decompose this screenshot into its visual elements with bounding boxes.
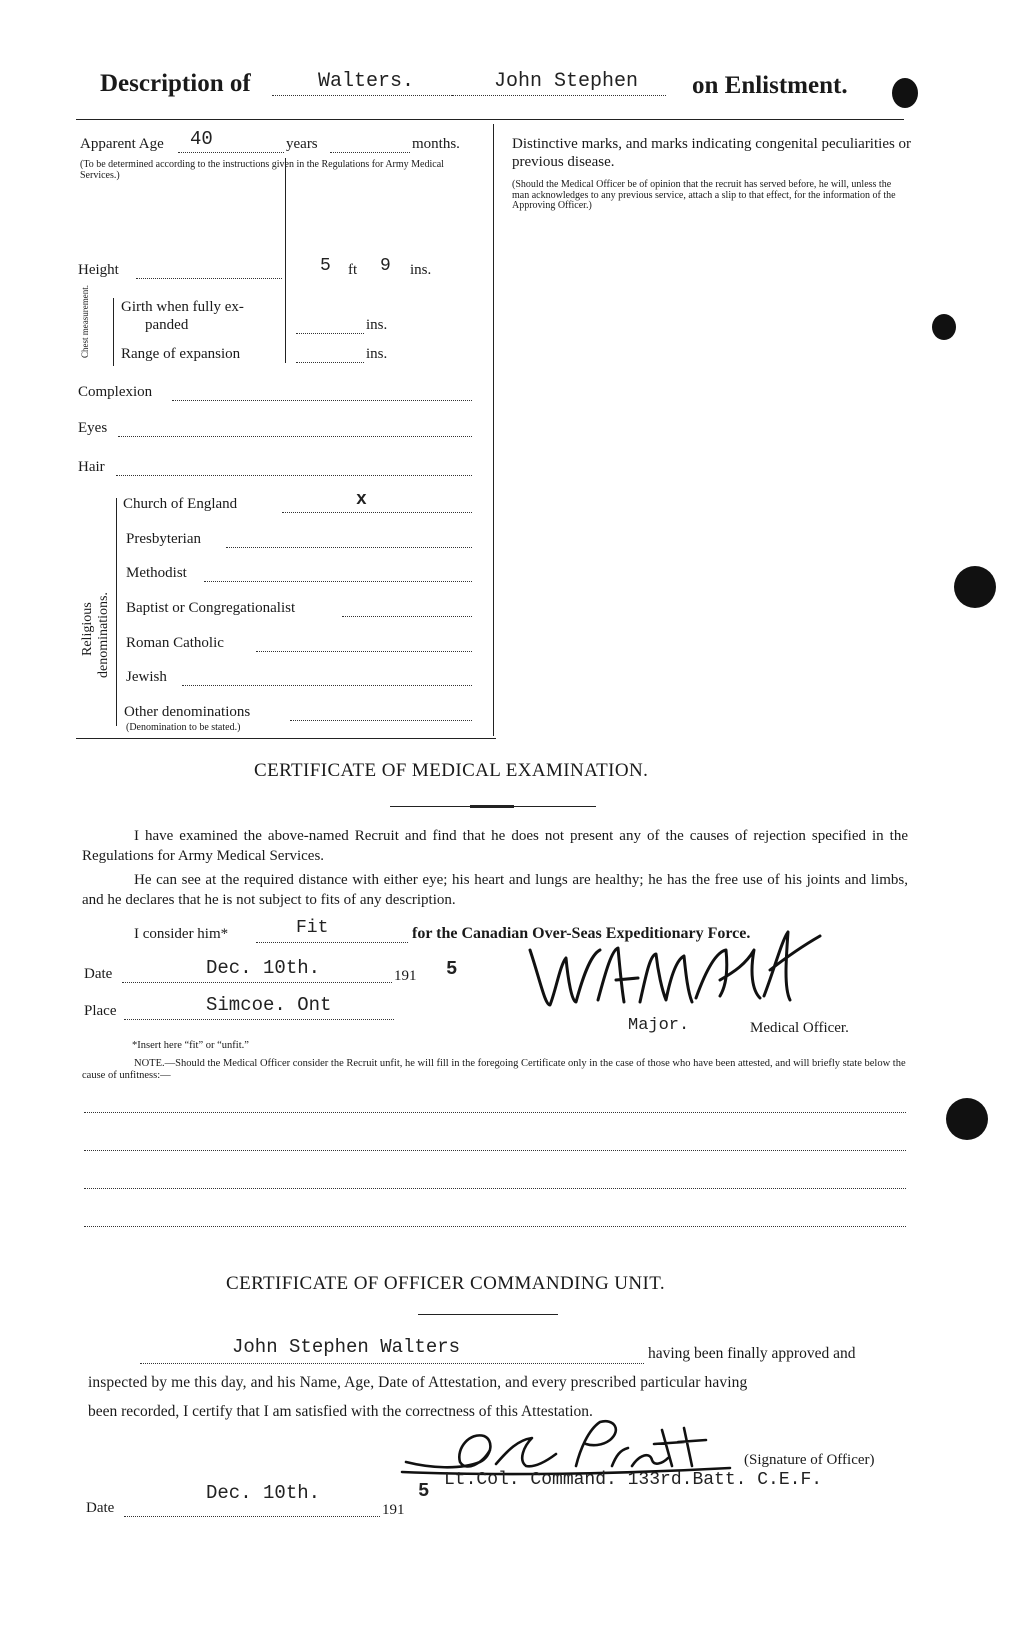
medical-year-digit: 5 — [446, 958, 458, 980]
age-label: Apparent Age — [80, 136, 164, 152]
header-rule — [76, 119, 904, 120]
religion-mark: x — [356, 490, 367, 510]
commanding-text-3: been recorded, I certify that I am satisfied with the correctness of this Attestation. — [88, 1403, 593, 1420]
chest-label: Chest measurement. — [80, 285, 90, 358]
religions-bracket — [116, 498, 117, 726]
medical-date-label: Date — [84, 966, 113, 982]
religion-dots — [342, 616, 472, 617]
age-years-value: 40 — [190, 128, 213, 150]
binder-hole — [892, 78, 918, 108]
fit-dots — [256, 942, 408, 943]
height-in-value: 9 — [380, 256, 391, 276]
girth-dots — [296, 333, 364, 334]
commanding-year-prefix: 191 — [382, 1502, 405, 1518]
months-label: months. — [412, 136, 460, 152]
commanding-title-rule — [418, 1314, 558, 1315]
religion-dots — [204, 581, 472, 582]
medical-date-value: Dec. 10th. — [206, 957, 321, 979]
medical-title: CERTIFICATE OF MEDICAL EXAMINATION. — [254, 760, 649, 781]
denomination-note: (Denomination to be stated.) — [126, 722, 241, 733]
commanding-title: CERTIFICATE OF OFFICER COMMANDING UNIT. — [226, 1273, 665, 1294]
header-surname-line — [272, 95, 452, 96]
religion-roman-catholic: Roman Catholic — [126, 635, 224, 651]
binder-hole — [932, 314, 956, 340]
religion-methodist: Methodist — [126, 565, 187, 581]
girth-label-2: panded — [145, 317, 189, 333]
place-value: Simcoe. Ont — [206, 994, 332, 1016]
unfit-note: NOTE.—Should the Medical Officer consider the Recruit unfit, he will fill in the foregoing Certificate only in the case of those who have been attested, and will briefly state below the cause of unfitness:— — [82, 1058, 906, 1081]
commanding-officer-line: Lt.Col. Command. 133rd.Batt. C.E.F. — [444, 1470, 823, 1490]
header-prefix: Description of — [100, 70, 251, 97]
religion-other: Other denominations — [124, 704, 251, 720]
medical-officer-rank: Major. — [628, 1016, 690, 1035]
religion-jewish: Jewish — [126, 669, 167, 685]
commanding-text-2: inspected by me this day, and his Name, Age, Date of Attestation, and every prescribed particular having — [88, 1374, 748, 1391]
commanding-date-value: Dec. 10th. — [206, 1482, 321, 1504]
signature-of-officer-label: (Signature of Officer) — [744, 1452, 875, 1468]
range-ins-label: ins. — [366, 346, 388, 362]
binder-hole — [946, 1098, 988, 1140]
medical-officer-signature — [520, 910, 830, 1020]
ins-label: ins. — [410, 262, 432, 278]
medical-para-2: He can see at the required distance with either eye; his heart and lungs are healthy; he has the free use of his joints and limbs, and he declares that he is not subject to fits of any description. — [82, 872, 908, 908]
range-dots — [296, 362, 364, 363]
force-label: for the Canadian Over-Seas Expeditionary Force. — [412, 925, 751, 942]
age-note: (To be determined according to the instructions given in the Regulations for Army Medical Services.) — [80, 159, 444, 181]
unfitness-line — [84, 1188, 906, 1189]
religions-label-2: denominations. — [96, 592, 111, 678]
unfitness-line — [84, 1226, 906, 1227]
binder-hole — [954, 566, 996, 608]
years-label: years — [286, 136, 318, 152]
unfitness-line — [84, 1150, 906, 1151]
hair-dots — [116, 475, 472, 476]
complexion-dots — [172, 400, 472, 401]
commanding-year-digit: 5 — [418, 1480, 430, 1502]
header-surname: Walters. — [318, 70, 415, 93]
range-label: Range of expansion — [121, 346, 241, 362]
religion-church-of-england: Church of England — [123, 496, 238, 512]
medical-year-prefix: 191 — [394, 968, 417, 984]
complexion-label: Complexion — [78, 384, 153, 400]
height-dots — [136, 278, 282, 279]
consider-label: I consider him* — [134, 926, 229, 942]
insert-note: *Insert here “fit” or “unfit.” — [132, 1040, 249, 1051]
religion-dots — [290, 720, 472, 721]
medical-para-1: I have examined the above-named Recruit and find that he does not present any of the causes of rejection specified in the Regulations for Army Medical Services. — [82, 828, 908, 864]
height-label: Height — [78, 262, 119, 278]
section-rule — [76, 738, 496, 739]
header-given-names: John Stephen — [494, 70, 639, 93]
height-ft-value: 5 — [320, 256, 331, 276]
recruit-name-dots — [140, 1363, 644, 1364]
column-divider — [493, 124, 494, 736]
inner-column-line — [285, 158, 286, 363]
header-suffix: on Enlistment. — [692, 72, 848, 99]
ft-label: ft — [348, 262, 358, 278]
religion-dots — [282, 512, 472, 513]
commanding-date-label: Date — [86, 1500, 115, 1516]
recruit-name-value: John Stephen Walters — [232, 1336, 461, 1358]
religion-dots — [226, 547, 472, 548]
eyes-label: Eyes — [78, 420, 108, 436]
distinctive-marks-note: (Should the Medical Officer be of opinion that the recruit has served before, he will, unless the man acknowledges to any previous service, attach a slip to that effect, for the information of the Approving Officer.) — [512, 179, 896, 211]
religion-dots — [182, 685, 472, 686]
religion-baptist: Baptist or Congregationalist — [126, 600, 296, 616]
religion-dots — [256, 651, 472, 652]
header-given-line — [452, 95, 666, 96]
commanding-date-dots — [124, 1516, 380, 1517]
commanding-text-1: having been finally approved and — [648, 1345, 856, 1362]
age-dots — [178, 152, 284, 153]
eyes-dots — [118, 436, 472, 437]
months-dots — [330, 152, 410, 153]
fit-value: Fit — [296, 918, 329, 938]
medical-officer-title: Medical Officer. — [750, 1020, 849, 1036]
chest-bracket — [113, 298, 114, 366]
hair-label: Hair — [78, 459, 105, 475]
place-label: Place — [84, 1003, 117, 1019]
religions-label-1: Religious — [80, 602, 95, 656]
medical-title-rule-bold — [470, 805, 514, 808]
unfitness-line — [84, 1112, 906, 1113]
girth-label-1: Girth when fully ex- — [121, 299, 244, 315]
place-dots — [124, 1019, 394, 1020]
medical-date-dots — [122, 982, 392, 983]
girth-ins-label: ins. — [366, 317, 388, 333]
distinctive-marks-heading: Distinctive marks, and marks indicating congenital peculiarities or previous disease. — [512, 136, 912, 170]
religion-presbyterian: Presbyterian — [126, 531, 201, 547]
